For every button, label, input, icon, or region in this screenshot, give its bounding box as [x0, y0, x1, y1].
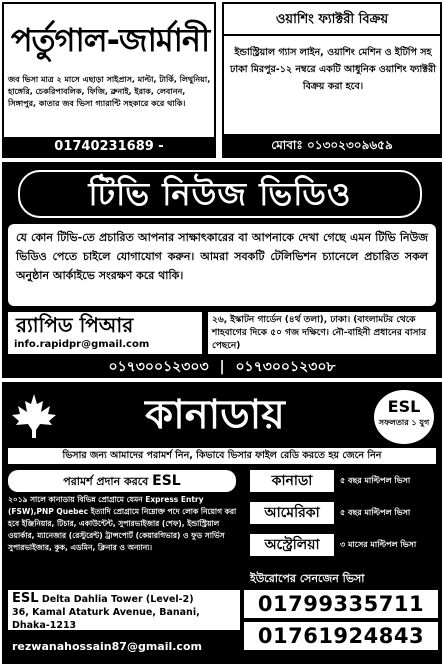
company-name: র‍্যাপিড পিআর: [16, 313, 134, 337]
separator: |: [219, 359, 225, 375]
consult-title-text: পরামর্শ প্রদান করবে: [63, 475, 149, 488]
ad-title: টিভি নিউজ ভিডিও: [18, 170, 422, 218]
ad-title: কানাডায়: [145, 392, 285, 438]
office-line-1: Delta Dahlia Tower (Level-2): [41, 594, 194, 605]
ad-tv-news-video: [2, 162, 442, 378]
europe-visa: ইউরোপের সেনজেন ভিসা: [250, 572, 365, 585]
country-visa: ৫ বছর মাল্টিপল ভিসা: [340, 476, 411, 485]
country-label: কানাডা: [250, 470, 334, 492]
office-esl: ESL: [12, 591, 39, 606]
ad-title: ওয়াশিং ফ্যাক্টরী বিক্রয়: [224, 4, 440, 36]
country-label: অস্ট্রেলিয়া: [250, 534, 334, 556]
ad-description: যে কোন টিভি-তে প্রচারিত আপনার সাক্ষাৎকারের বা আপনাকে দেখা গেছে এমন টিভি নিউজ ভিডিও পেতে চাইলে যোগাযোগ করুন। আমরা সবকটি টেলিভিশন চ্যানেলে প্রচারিত সকল অনুষ্ঠান আর্কাইভে সংরক্ষণ করে থাকি।: [8, 224, 436, 306]
ad-banner: ভিসার জন্য আমাদের পরামর্শ নিন, কিভাবে ভিসার ফাইল রেডি করতে হয় জেনে নিন: [8, 448, 436, 464]
esl-badge-sub: সফলতার ১ যুগ: [378, 418, 430, 427]
ad-body: ইন্ডাস্ট্রিয়াল গ্যাস লাইন, ওয়াশিং মেশিন ও ইটিপি সহ ঢাকা মিরপুর-১২ নম্বরে একটি আধুনিক ওয়াশিং ফ্যাক্টরী বিক্রয় করা হবে।: [230, 47, 436, 92]
consult-title: [8, 470, 236, 492]
contact-email: rezwanahossain87@gmail.com: [12, 640, 202, 653]
office-line-2: 36, Kamal Ataturk Avenue, Banani, Dhaka-1213: [12, 607, 200, 631]
ad-canada: [2, 382, 442, 664]
country-visa: ৫ বছর মাল্টিপল ভিসা: [340, 508, 411, 517]
company-address: ২৬, ইস্কাটন গার্ডেন (৪র্থ তলা), ঢাকা। (বাংলামটর থেকে শাহবাগের দিকে ৫০ গজ দক্ষিণে। নৌ-বাহিনী প্রধানের বাসার পেছনে): [208, 312, 436, 354]
company-block: [8, 312, 202, 354]
consult-title-esl: ESL: [152, 473, 181, 489]
phone-number: ০১৭৩০০১২৩০৩: [108, 359, 209, 375]
phone-number: ০১৭৩০০১২৩০৮: [235, 359, 336, 375]
phone-number: 01761924843: [244, 622, 438, 650]
ad-phone-numbers: 01740231689 -: [4, 137, 214, 157]
ad-body: জব ভিসা মাত্র ২ মাসে এছাড়া সাইপ্রাস, মাল্টা, টার্কি, লিথুনিয়া, হাঙ্গেরি, চেকরিপাবলিক, ফিজি, ব্রুনাই, ইরাক, লেবানন, সিঙ্গাপুর, কাতার জব ভিসা গ্যারান্টি সহকারে করে থাকি।: [8, 75, 211, 108]
ad-washing-factory: [222, 2, 442, 158]
ad-portugal-germany: [2, 2, 216, 158]
office-address: [8, 590, 240, 630]
esl-badge: [374, 390, 434, 444]
company-email: info.rapidpr@gmail.com: [14, 339, 150, 350]
ad-title: পর্তুগাল-জার্মানী: [10, 21, 210, 59]
ad-phone-numbers: [2, 356, 442, 378]
phone-number: 01799335711: [244, 590, 438, 618]
country-visa: ৩ মাসের মাল্টিপল ভিসা: [340, 540, 417, 549]
country-label: আমেরিকা: [250, 502, 334, 524]
ad-phone-number: মোবাঃ ০১৩০২৩০৯৬৫৯: [224, 134, 440, 156]
esl-badge-label: ESL: [387, 397, 421, 416]
consult-body: ২০১৯ সালে কানাডায় বিভিন্ন প্রোগ্রামে যেমন Express Entry (FSW),PNP Quebec ইত্যাদি প্রোগ্রামে নিম্নোক্ত পদে লোক নিয়োগ করা হবে ইঞ্জিনিয়ার, টিচার, একাউন্টেন্ট, সুপারভাইজার (শেফ), ইন্ডাস্ট্রিয়াল ওয়ার্কার, ম্যানেজার (রেস্টুরেন্ট) ট্রান্সপোর্ট (কেয়ারগিভার) ও ফুড সার্ভিস সুপারভাইজার, কুক, এডমিন, ক্লিনার ও অন্যান্য।: [8, 495, 237, 552]
maple-leaf-icon: [10, 392, 58, 440]
